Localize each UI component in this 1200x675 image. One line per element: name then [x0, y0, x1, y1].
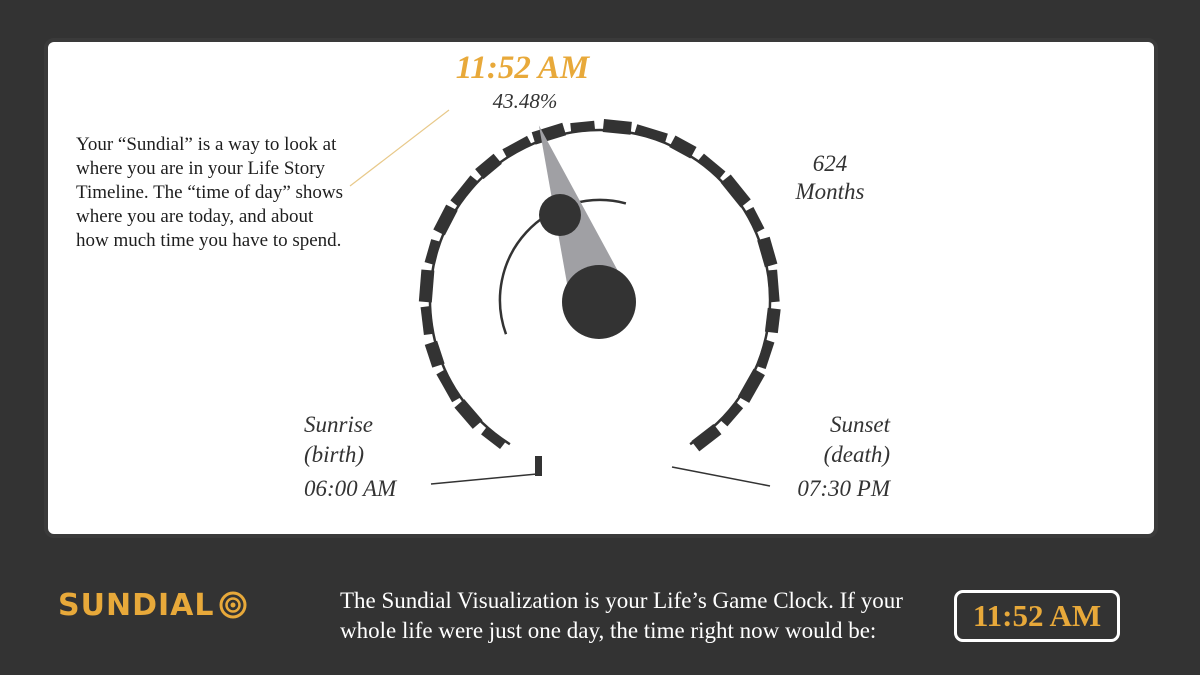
- ring-segment: [738, 369, 765, 403]
- ring-segment: [691, 424, 721, 451]
- footer-clock: 11:52 AM: [954, 590, 1120, 642]
- sunrise-marker-line: [431, 474, 537, 484]
- months-label: [770, 150, 890, 206]
- ring-segment: [765, 308, 781, 333]
- ring-segment: [634, 124, 668, 143]
- sundial-logo: [58, 585, 248, 625]
- sunset-marker-line: [672, 467, 770, 486]
- sunset-label: [790, 410, 890, 470]
- ring-segment: [720, 402, 743, 427]
- footer-message: The Sundial Visualization is your Life’s Game Clock. If your whole life were just one day, the time right now would be:: [340, 588, 903, 643]
- ring-segment: [436, 369, 460, 402]
- sundial-target-icon: [218, 590, 248, 620]
- description-leader-line: [350, 110, 449, 186]
- current-time-label: 11:52 AM: [455, 50, 590, 86]
- sunrise-time: 06:00 AM: [304, 476, 397, 501]
- pointer-knob: [539, 194, 581, 236]
- progress-percent: 43.48%: [492, 89, 558, 113]
- ring-segment: [425, 239, 441, 265]
- ring-segment: [502, 136, 531, 158]
- ring-segment: [721, 174, 751, 207]
- ring-segment: [481, 426, 506, 449]
- months-count: 624: [812, 151, 848, 176]
- ring-segment: [433, 205, 457, 236]
- logo-text: SUNDIAL: [58, 587, 215, 623]
- months-unit: Months: [795, 179, 865, 204]
- ring-segment: [454, 399, 482, 429]
- ring-segment: [475, 154, 502, 179]
- ring-segment: [532, 123, 566, 145]
- ring-segment: [698, 154, 726, 180]
- ring-segment: [421, 306, 434, 335]
- ring-segment: [425, 341, 445, 368]
- ring-segment: [745, 207, 765, 233]
- sunrise-subtitle: (birth): [304, 442, 365, 467]
- ring-segment: [603, 119, 632, 135]
- sunset-subtitle: (death): [823, 442, 890, 467]
- sunrise-label: [304, 410, 373, 470]
- ring-segment: [669, 136, 696, 159]
- dial-hub: [562, 265, 636, 339]
- ring-segment: [419, 270, 435, 303]
- sunset-title: Sunset: [829, 412, 890, 437]
- sunset-time: 07:30 PM: [797, 476, 890, 501]
- ring-segment: [450, 175, 478, 206]
- sunrise-title: Sunrise: [304, 412, 373, 437]
- ring-segment: [756, 339, 774, 369]
- sundial-description: Your “Sundial” is a way to look at where you are in your Life Story Timeline. The “time of day” shows where you are today, and about how much time you have to spend.: [76, 134, 344, 251]
- sunrise-tick: [535, 456, 542, 476]
- ring-segment: [757, 237, 777, 267]
